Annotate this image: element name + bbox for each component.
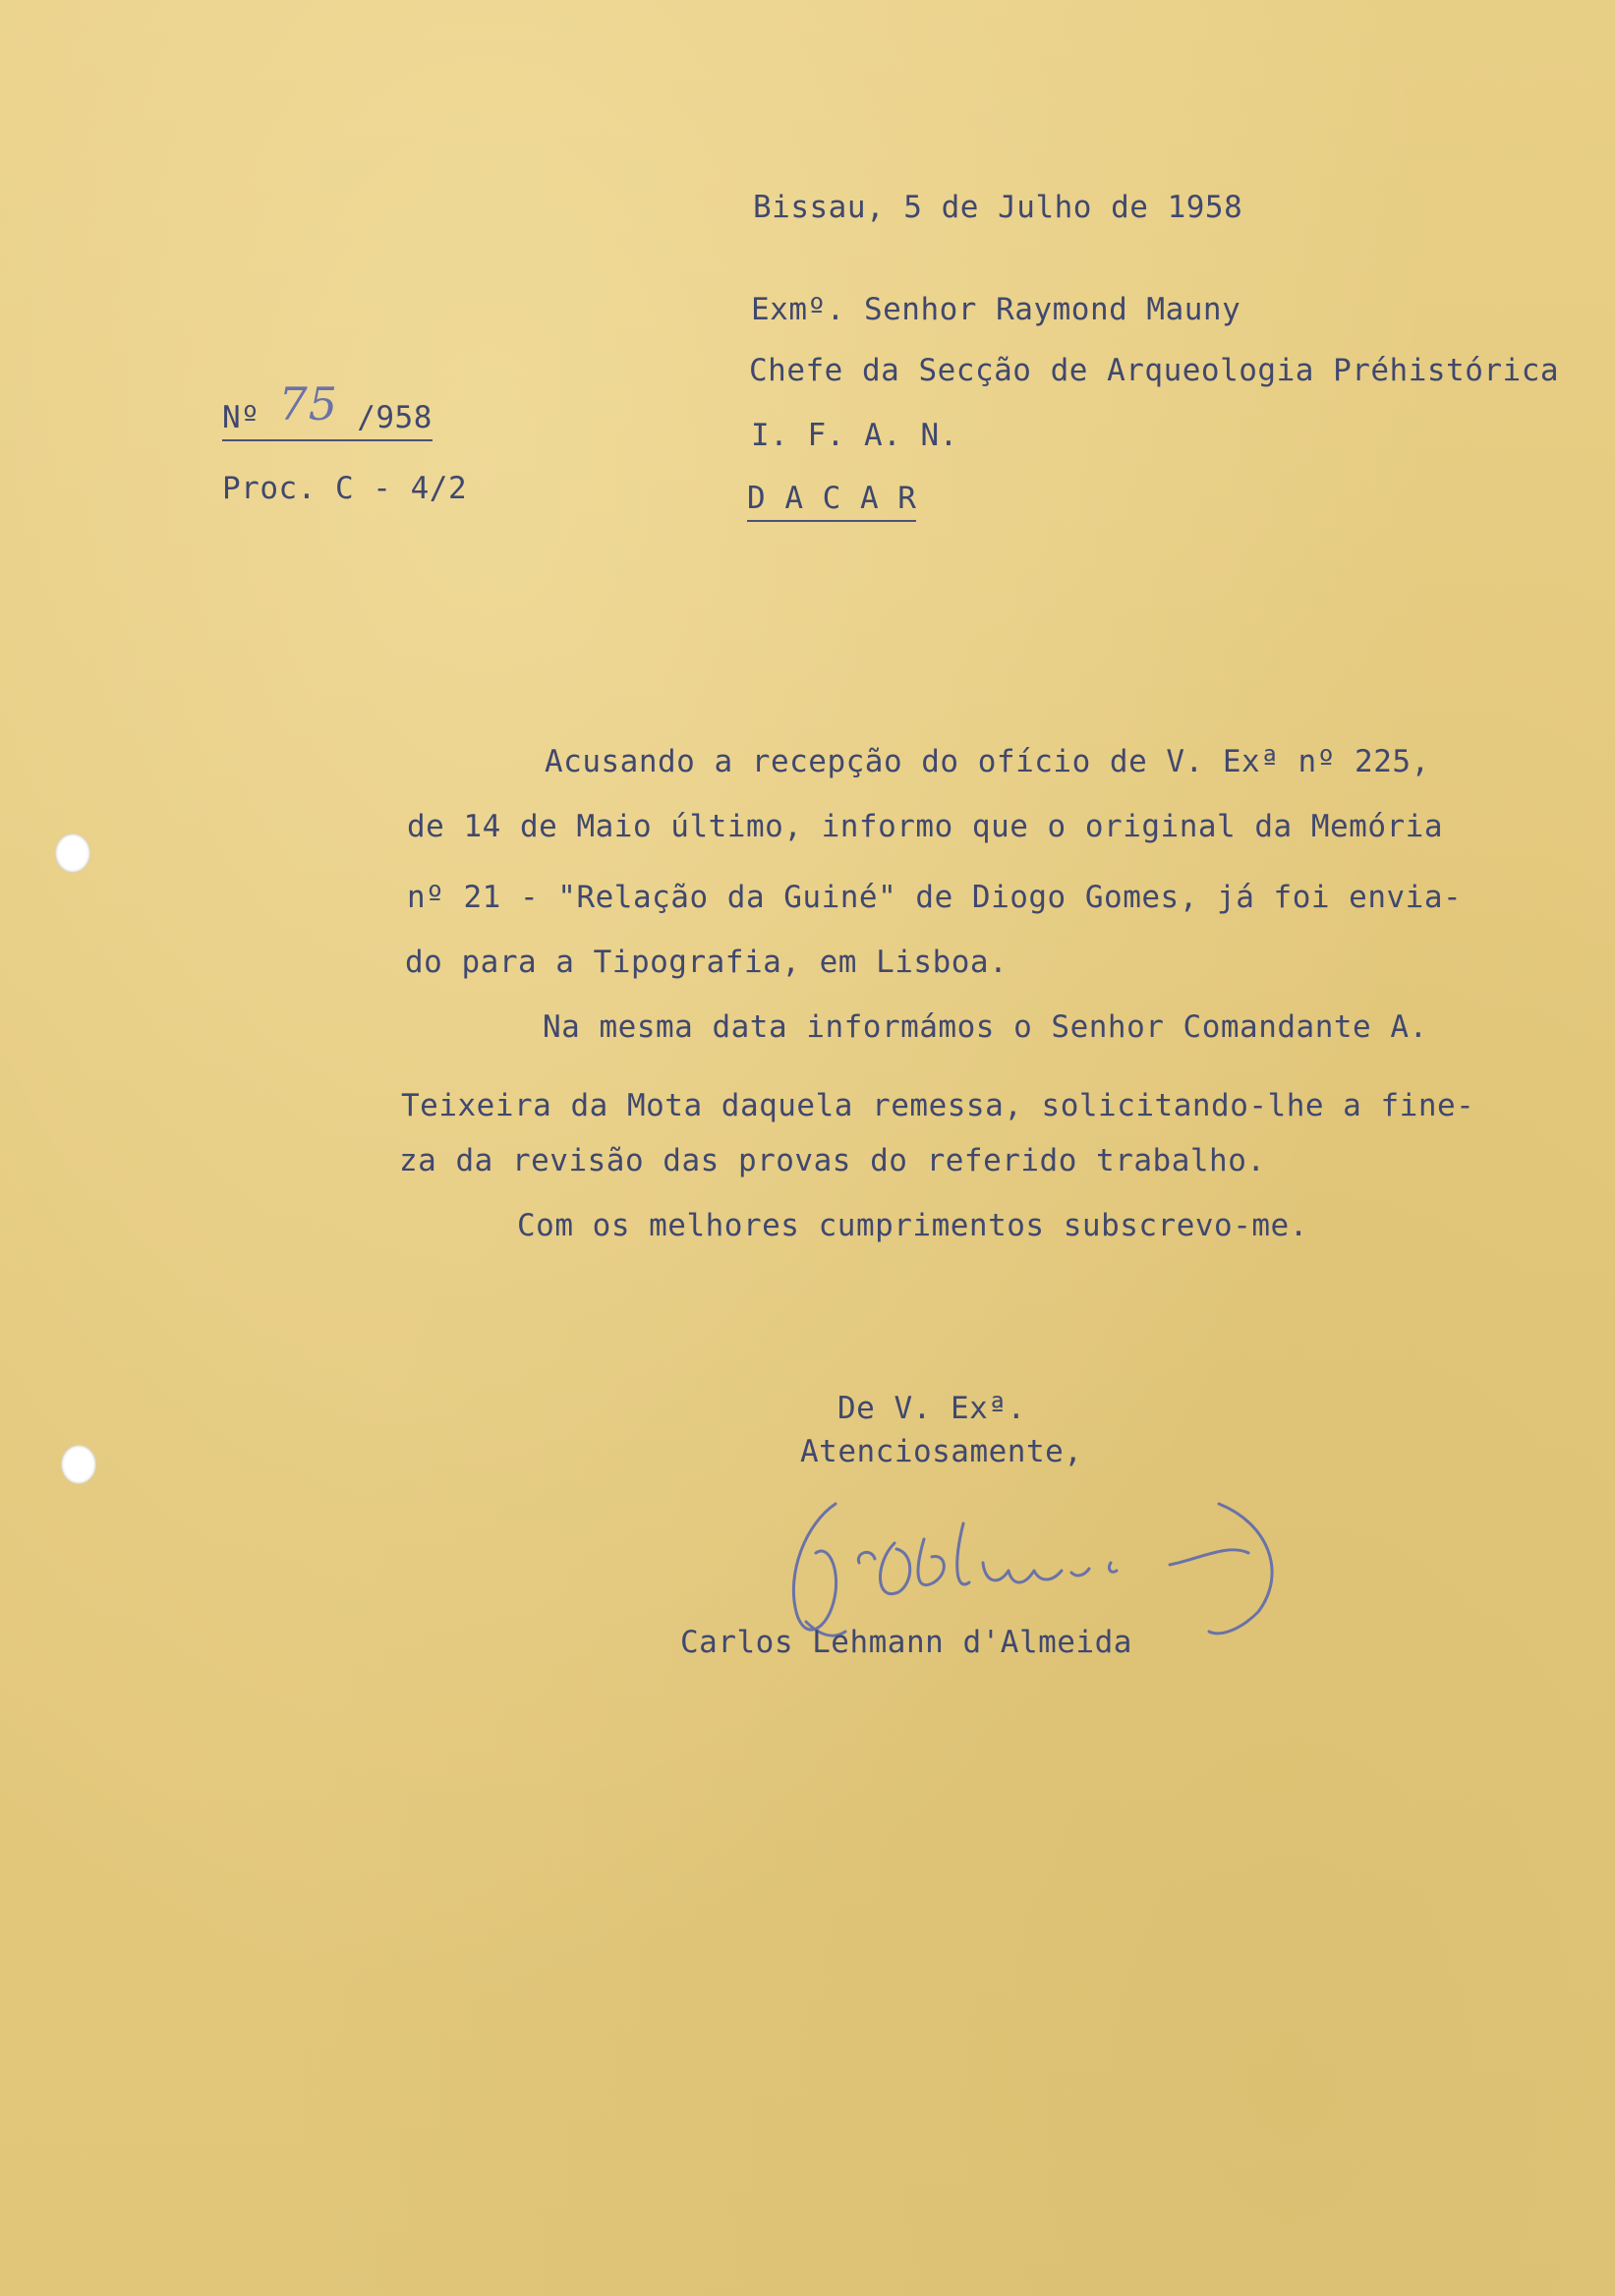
recipient-line-1: Exmº. Senhor Raymond Mauny bbox=[751, 292, 1241, 327]
reference-number-handwritten: 75 bbox=[278, 377, 339, 430]
signatory-name: Carlos Lehmann d'Almeida bbox=[680, 1625, 1132, 1660]
closing-line-2: Atenciosamente, bbox=[800, 1434, 1083, 1469]
closing-line-1: De V. Exª. bbox=[837, 1391, 1026, 1426]
recipient-line-3: I. F. A. N. bbox=[751, 418, 958, 453]
recipient-line-2: Chefe da Secção de Arqueologia Préhistórica bbox=[749, 353, 1560, 388]
reference-number bbox=[222, 377, 433, 435]
recipient-line-4 bbox=[747, 481, 917, 516]
body-line-4: do para a Tipografia, em Lisboa. bbox=[405, 945, 1009, 980]
reference-number-line bbox=[222, 377, 433, 441]
body-line-2: de 14 de Maio último, informo que o original da Memória bbox=[407, 809, 1443, 844]
punch-hole-top bbox=[55, 833, 90, 873]
process-number: Proc. C - 4/2 bbox=[222, 471, 468, 506]
body-line-3: nº 21 - "Relação da Guiné" de Diogo Gomes, já foi envia- bbox=[407, 880, 1463, 915]
body-line-1: Acusando a recepção do ofício de V. Exª nº 225, bbox=[545, 744, 1430, 779]
reference-number-suffix: /958 bbox=[357, 400, 433, 435]
body-line-5: Na mesma data informámos o Senhor Comandante A. bbox=[543, 1009, 1428, 1045]
body-line-8: Com os melhores cumprimentos subscrevo-me. bbox=[517, 1208, 1308, 1243]
recipient-city: D A C A R bbox=[747, 481, 916, 522]
punch-hole-bottom bbox=[61, 1445, 96, 1484]
reference-number-prefix: Nº bbox=[222, 400, 260, 435]
body-line-7: za da revisão das provas do referido trabalho. bbox=[399, 1143, 1266, 1178]
body-line-6: Teixeira da Mota daquela remessa, solicitando-lhe a fine- bbox=[401, 1088, 1475, 1123]
place-date: Bissau, 5 de Julho de 1958 bbox=[753, 190, 1243, 225]
